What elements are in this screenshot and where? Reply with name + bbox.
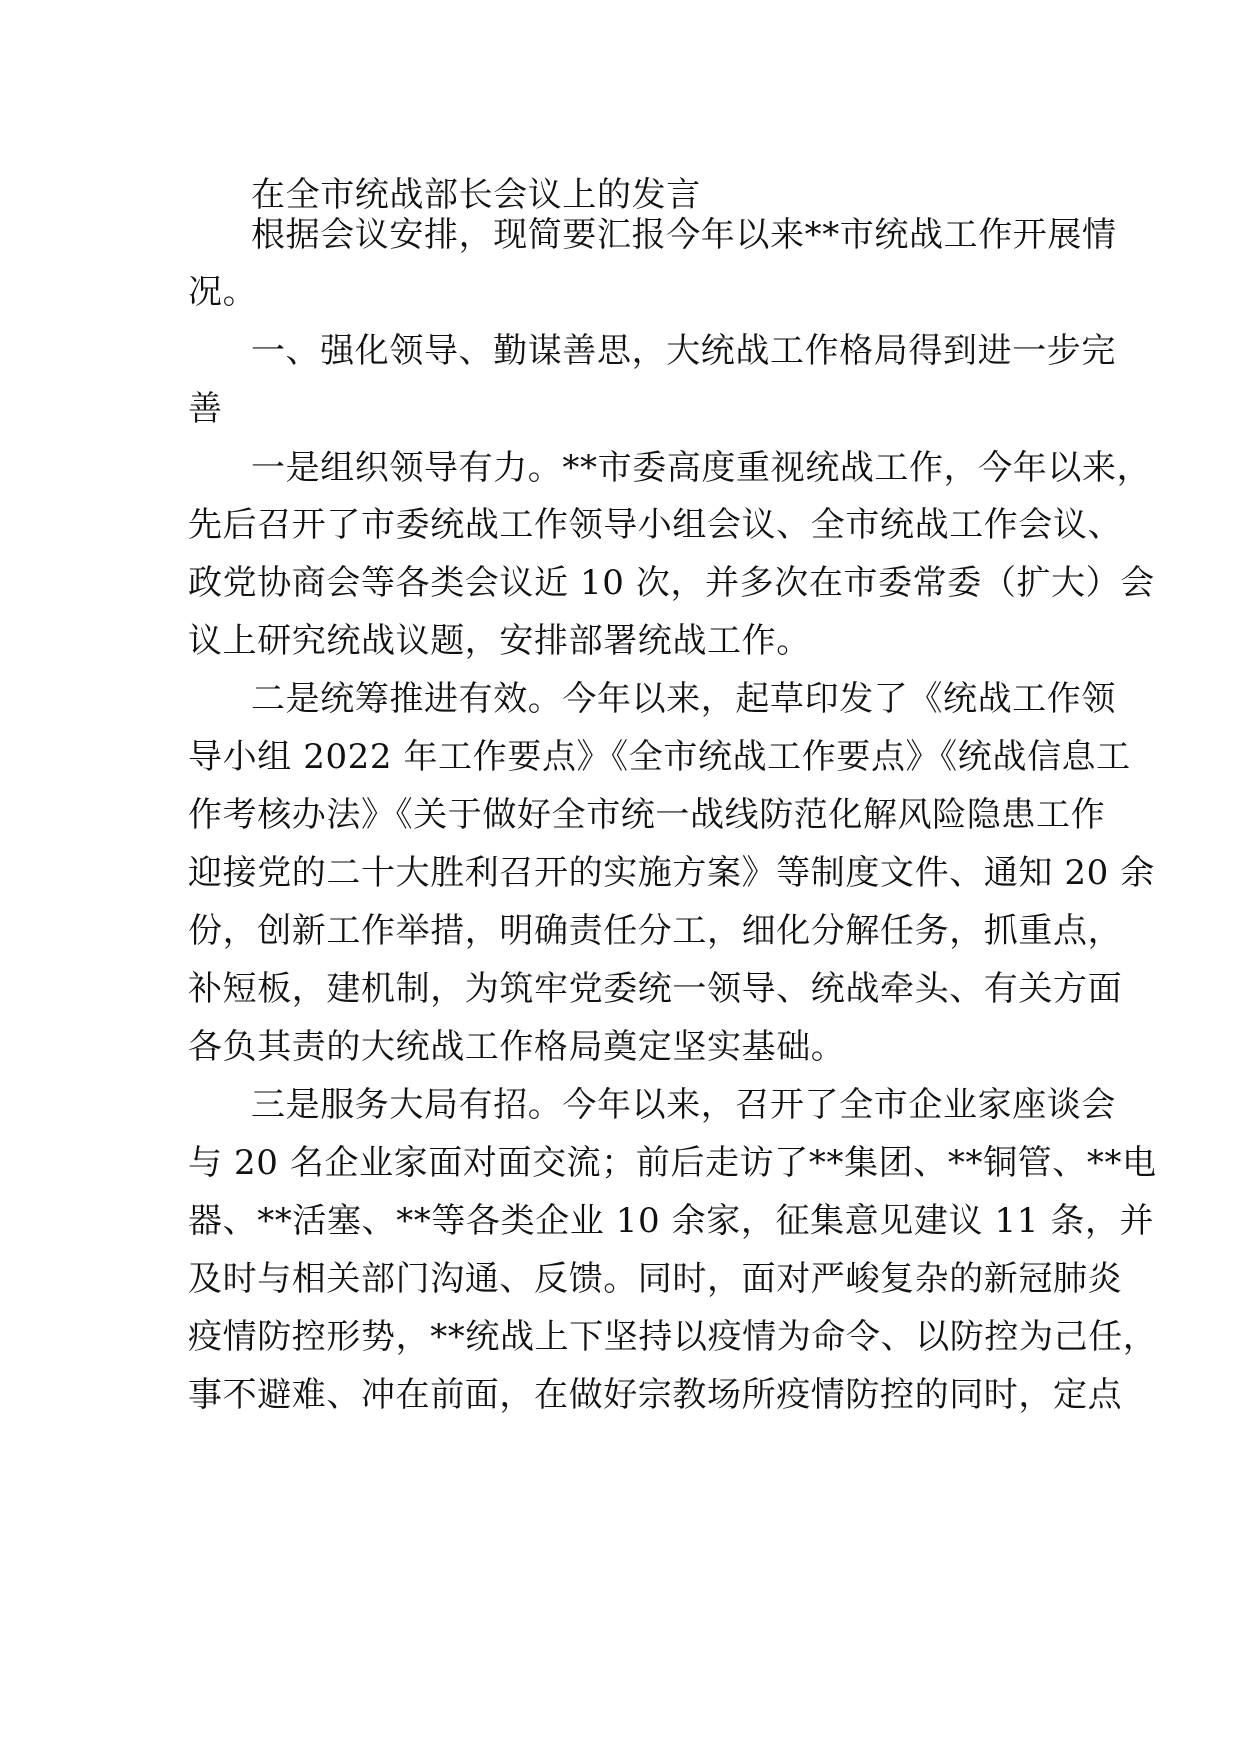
intro-line-2: 况。 xyxy=(188,272,258,312)
paragraph-1-line-3: 政党协商会等各类会议近 10 次，并多次在市委常委（扩大）会 xyxy=(188,563,1155,603)
paragraph-3-line-1: 三是服务大局有招。今年以来，召开了全市企业家座谈会 xyxy=(251,1085,1116,1125)
paragraph-2-line-4: 迎接党的二十大胜利召开的实施方案》等制度文件、通知 20 余 xyxy=(188,853,1155,893)
document-title: 在全市统战部长会议上的发言 xyxy=(251,175,701,215)
paragraph-2-line-6: 补短板，建机制，为筑牢党委统一领导、统战牵头、有关方面 xyxy=(188,969,1123,1009)
paragraph-2-line-5: 份，创新工作举措，明确责任分工，细化分解任务，抓重点， xyxy=(188,911,1123,951)
paragraph-3-line-5: 疫情防控形势，**统战上下坚持以疫情为命令、以防控为己任， xyxy=(188,1317,1158,1357)
paragraph-1-line-2: 先后召开了市委统战工作领导小组会议、全市统战工作会议、 xyxy=(188,505,1123,545)
paragraph-2-line-2: 导小组 2022 年工作要点》《全市统战工作要点》《统战信息工 xyxy=(188,737,1131,777)
paragraph-1-line-4: 议上研究统战议题，安排部署统战工作。 xyxy=(188,621,811,661)
intro-line-1: 根据会议安排，现简要汇报今年以来**市统战工作开展情 xyxy=(251,215,1117,255)
paragraph-2-line-3: 作考核办法》《关于做好全市统一战线防范化解风险隐患工作 xyxy=(188,795,1106,835)
paragraph-2-line-1: 二是统筹推进有效。今年以来，起草印发了《统战工作领 xyxy=(251,679,1116,719)
paragraph-3-line-3: 器、**活塞、**等各类企业 10 余家，征集意见建议 11 条，并 xyxy=(188,1201,1155,1241)
paragraph-1-line-1: 一是组织领导有力。**市委高度重视统战工作，今年以来， xyxy=(251,448,1152,488)
paragraph-3-line-6: 事不避难、冲在前面，在做好宗教场所疫情防控的同时，定点 xyxy=(188,1375,1123,1415)
section-heading-line-1: 一、强化领导、勤谋善思，大统战工作格局得到进一步完 xyxy=(251,331,1116,371)
section-heading-line-2: 善 xyxy=(188,389,223,429)
paragraph-3-line-2: 与 20 名企业家面对面交流；前后走访了**集团、**铜管、**电 xyxy=(188,1143,1157,1183)
paragraph-3-line-4: 及时与相关部门沟通、反馈。同时，面对严峻复杂的新冠肺炎 xyxy=(188,1259,1123,1299)
paragraph-2-line-7: 各负其责的大统战工作格局奠定坚实基础。 xyxy=(188,1027,846,1067)
